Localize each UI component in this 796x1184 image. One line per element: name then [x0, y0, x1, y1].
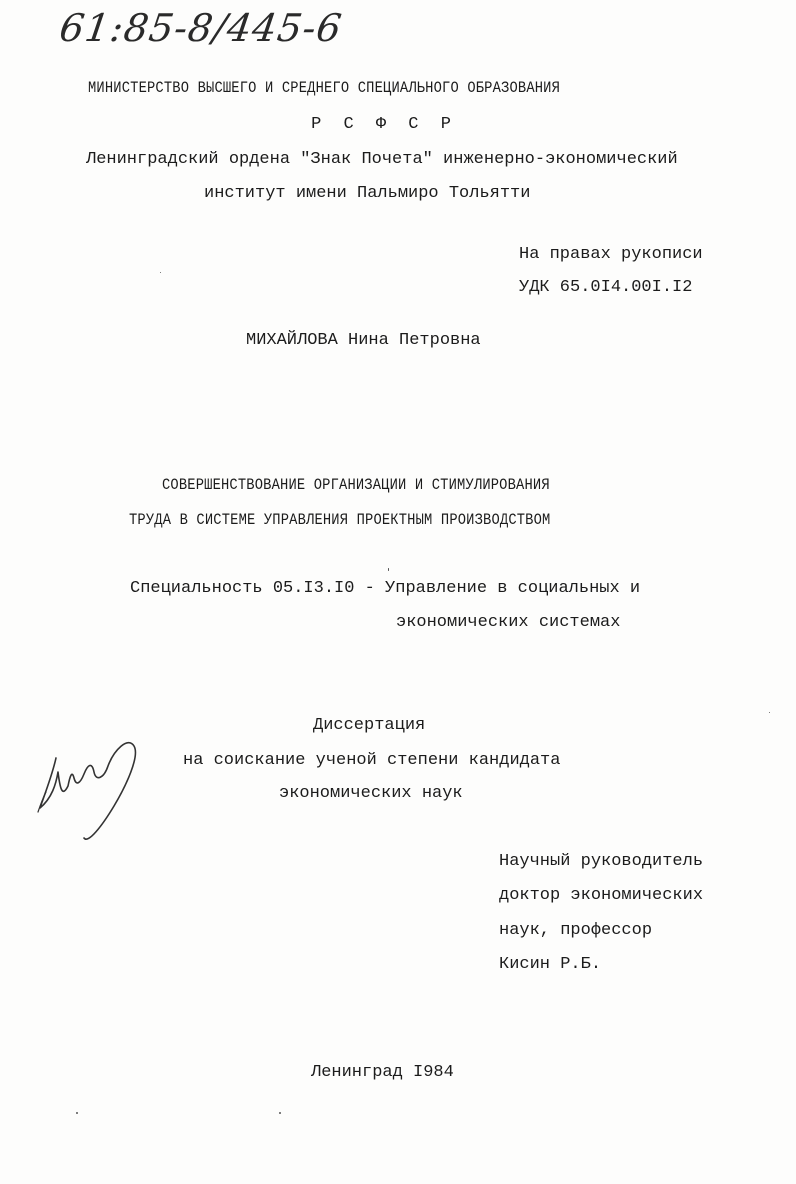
degree-line-2: экономических наук	[279, 784, 463, 803]
supervisor-title: наук, профессор	[499, 921, 653, 940]
supervisor-name: Кисин Р.Б.	[499, 955, 602, 974]
supervisor-label: Научный руководитель	[499, 852, 704, 871]
ministry-heading: МИНИСТЕРСТВО ВЫСШЕГО И СРЕДНЕГО СПЕЦИАЛЬНОГО ОБРАЗОВАНИЯ	[88, 79, 561, 97]
scan-speck	[160, 272, 161, 273]
scan-speck	[388, 568, 389, 571]
degree-line-1: на соискание ученой степени кандидата	[183, 751, 561, 770]
udk-code: УДК 65.0I4.00I.I2	[519, 278, 693, 297]
scan-speck	[279, 1112, 281, 1114]
author-name: МИХАЙЛОВА Нина Петровна	[246, 331, 481, 350]
institute-line-1: Ленинградский ордена "Знак Почета" инженерно-экономический	[86, 150, 678, 169]
specialty-line-2: экономических системах	[396, 613, 621, 632]
supervisor-degree: доктор экономических	[499, 886, 704, 905]
republic-heading: Р С Ф С Р	[311, 115, 457, 134]
dissertation-label: Диссертация	[313, 716, 426, 735]
city-year: Ленинград I984	[311, 1063, 454, 1082]
scan-speck	[769, 712, 770, 713]
institute-line-2: институт имени Пальмиро Тольятти	[204, 184, 531, 203]
signature-scribble	[34, 726, 154, 856]
scan-speck	[76, 1112, 78, 1114]
specialty-line-1: Специальность 05.I3.I0 - Управление в социальных и	[130, 579, 641, 598]
manuscript-rights: На правах рукописи	[519, 245, 703, 264]
title-line-1: СОВЕРШЕНСТВОВАНИЕ ОРГАНИЗАЦИИ И СТИМУЛИРОВАНИЯ	[162, 476, 550, 494]
title-line-2: ТРУДА В СИСТЕМЕ УПРАВЛЕНИЯ ПРОЕКТНЫМ ПРОИЗВОДСТВОМ	[129, 511, 551, 529]
archive-code-handwritten: 61:85-8/445-6	[56, 6, 345, 50]
